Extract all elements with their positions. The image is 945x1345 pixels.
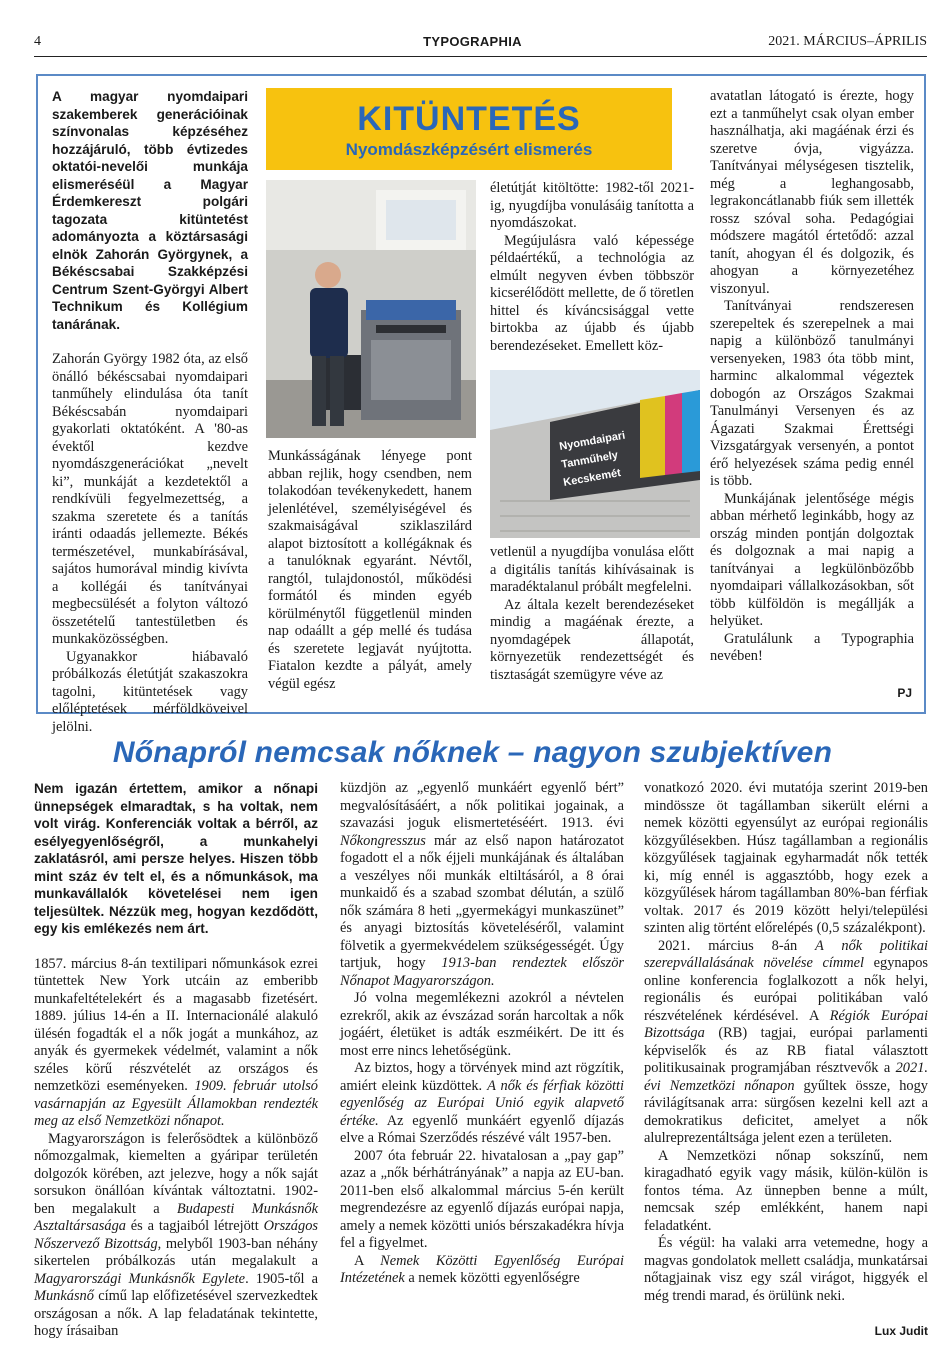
award-paragraph: Zahorán György 1982 óta, az első önálló békéscsabai nyomdaipari tanműhely elindulása óta tanít Békéscsabán nyomdaipari gyakorlati oktatóként. A '80-as évektől kezdve nyomdászgenerációkat „nevelt ki”, munkáját a kezdetektől a rendkívüli fegyelmezettség, a szakma szeretete és a tanítás iránti odaadás jellemezte. Békés természetével, munkabírásával, sajátos humorával mindig kivívta a kollégái és tanítványai megbecsülését a folyton változó összetételű tantestületben és munkaközösségben. — [52, 351, 248, 647]
award-paragraph: vetlenül a nyugdíjba vonulása előtt a digitális tanítás kihívásainak is maradéktalanul próbált megfelelni. — [490, 544, 694, 595]
award-column-1 — [52, 88, 248, 736]
award-paragraph: Az általa kezelt berendezéseket mindig a magáénak érezte, a nyomdagépek állapotát, környezetük rendezettségét és tisztaságát szemügyre véve az — [490, 596, 694, 683]
building-sign-illustration — [490, 370, 700, 538]
womens-day-paragraph: A Nemzetközi nőnap sokszínű, nem kiragadható egyik vagy másik, külön-külön is fontos téma. Az ünnepben benne a múlt, nemcsak szép emlékként, hanem napi feladatként. — [644, 1147, 928, 1234]
award-paragraph: avatatlan látogató is érezte, hogy ezt a tanműhelyt csak olyan ember használhatja, aki magáénak érzi és szeretve óvja, vigyázza. Tanítványai mélységesen tisztelik, még a leghangosabb, legrakoncátlanabb fiúk sem illették rossz szóval soha. Pedagógiai módszere magától értetődő: azzal tanít, ahogyan él és dolgozik, és ahogyan a környezetéhez viszonyul. — [710, 88, 914, 297]
award-paragraph: Ugyanakkor hiábavaló próbálkozás életútját szakaszokra tagolni, kitüntetések vagy előléptetések mérföldköveivel jelölni. — [52, 648, 248, 735]
award-paragraph: Gratulálunk a Typographia nevében! — [710, 630, 914, 664]
womens-day-paragraph: És végül: ha valaki arra vetemedne, hogy a magvas gondolatok mellett családja, munkatársai nőtagjainak visz egy szál virágot, higgyék el még trendi marad, és örülünk neki. — [644, 1235, 928, 1304]
womens-day-column-3 — [644, 780, 928, 1305]
header-rule — [34, 56, 927, 57]
banner-title: KITÜNTETÉS — [357, 100, 581, 138]
award-banner — [266, 88, 672, 170]
womens-day-paragraph: 1857. március 8-án textilipari nőmunkások ezrei tüntettek New York utcáin az emberibb munkafeltételekért és a magasabb fizetésért. 1889. július 14-én a II. Internacionálé alakuló ülésén fogadták el a nők jogát a munkához, az anyák és gyermekek védelmét, valamint a nők széles körű részvételét az országos és nemzetközi eseményeken. 1909. február utolsó vasárnapján az Egyesült Államokban rendezték meg az első Nemzetközi nőnapot. — [34, 955, 318, 1129]
womens-day-paragraph: 2007 óta február 22. hivatalosan a „pay gap” azaz a „nők bérhátrányának” a napja az EU-ban. 2011-ben első alkalommal március 5-én került megrendezésre az egyenlő díjazás európai napja, amely a nemek közötti uniós bérszakadékra hívja fel a figyelmet. — [340, 1147, 624, 1251]
womens-day-paragraph: Magyarországon is felerősödtek a különböző nőmozgalmak, kiemelten a gyáripar területén dolgozók körében, azt jelezve, hogy a nők saját sorsukon önállóan kívántak változtatni. 1902-ben megalakult a Budapesti Munkásnők Asztaltársasága és a tagjaiból létrejött Országos Nőszervező Bizottság, melyből 1903-ban néhány sikertelen próbálkozás után megalakult a Magyarországi Munkásnők Egylete. 1905-től a Munkásnő című lap előfizetésével szervezkedtek országosan a nők. A lap feladatának tekintette, hogy írásaiban — [34, 1130, 319, 1339]
award-paragraph: Megújulásra való képessége példaértékű, a technológia az elmúlt negyven évben többször kicserélődött mellette, de ő töretlen hittel és kíváncsisággal vette birtokba az újabb és újabb berendezéseket. Emellett köz- — [490, 232, 694, 354]
womens-day-paragraph: vonatkozó 2020. évi mutatója szerint 2019-ben mindössze öt tagállamban sikerült elérni a nemek közötti egyensúlyt az európai regionális közgyűlésekben. Húsz tagállamban a regionális közgyűlések tagjainak egyharmadát nők tették ki, míg ennél is aggasztóbb, hogy ezek a közgyűlések három tagállamban 80%-ban férfiak voltak. 2017 és 2019 között helyi/települési szinten alig történt előrelépés (0,5 százalékpont). — [644, 780, 928, 936]
award-column-2 — [268, 448, 472, 693]
award-paragraph: Munkásságának lényege pont abban rejlik, hogy csendben, nem tolakodóan tevékenykedett, hanem jelenlétével, személyiségével és szakmaiságával sziklaszilárd alapot biztosított a kollégáknak és a tanulóknak egyaránt. Névtől, rangtól, tulajdonostól, működési formától és minden egyéb körülménytől függetlenül minden nap odaállt a gép mellé és tudása és szeretete legjavát nyújtotta. Fiatalon kezdte a pályát, amely végül egész — [268, 448, 472, 692]
school-building-photo — [490, 370, 700, 538]
publication-title: TYPOGRAPHIA — [423, 34, 522, 49]
womens-day-lead: Nem igazán értettem, amikor a nőnapi ünnepségek elmaradtak, s ha voltak, nem volt virág. Konferenciák voltak a bérről, az esélyegyenlőségről, a munkahelyi zaklatásról, ami persze helyes. Hiszen több mint száz év telt el, és a nőmunkások, ma munkavállalók követelései nem igen teljesültek. Nézzük meg, hogyan kezdődött, egy kis emlékezés nem árt. — [34, 781, 318, 936]
issue-date: 2021. MÁRCIUS–ÁPRILIS — [768, 34, 927, 49]
award-paragraph: Tanítványai rendszeresen szerepeltek és szerepelnek a mai napig a különböző tanulmányi versenyeken, 1983 óta több mint, harminc alkalommal végeztek dobogón az Országos Szakmai Tanulmányi Versenyen és az Ágazati Szakmai Érettségi Vizsgatárgyak versenyén, a pontot érő helyezések száma pedig ennél is több. — [710, 298, 914, 489]
womens-day-paragraph: Jó volna megemlékezni azokról a névtelen ezrekről, akik az évszázad során harcoltak a nők jogáért, életüket is adták eszméikért. De itt és most erre nincs lehetőségünk. — [340, 990, 624, 1059]
award-paragraph: Munkájának jelentősége mégis abban mérhető leginkább, hogy az ország minden pontján dolgoztak és dolgoznak a mai napig a tanítványai a legkülönbözőbb nyomdaipari vállalkozásokban, sőt több külföldön is megállják a helyüket. — [710, 490, 914, 629]
womens-day-paragraph: A Nemek Közötti Egyenlőség Európai Intézetének a nemek közötti egyenlőségre — [340, 1252, 624, 1286]
award-column-3-continued — [490, 544, 694, 684]
printing-workshop-illustration — [266, 180, 476, 438]
award-lead: A magyar nyomdaipari szakemberek generációinak színvonalas képzéséhez hozzájáruló, több évtizedes oktatói-nevelői munkája elismeréséül a Magyar Érdemkereszt polgári tagozata kitüntetést adományozta a köztársasági elnök Zahorán Györgynek, a Békéscsabai Szakképzési Centrum Szent-Györgyi Albert Technikum és Kollégium tanárának. — [52, 89, 248, 332]
award-paragraph: életútját kitöltötte: 1982-től 2021-ig, nyugdíjba vonulásáig tanította a nyomdászokat. — [490, 180, 694, 231]
womens-day-paragraph: küzdjön az „egyenlő munkáért egyenlő bért” megvalósításáért, a nők politikai jogainak, a szavazási joguk elismertetéséért. 1913. évi Nőkongresszus már az első napon határozatot fogadott el a nők éjjeli munkájának és általában a veszélyes női munkák eltiltásáról, a 8 órai munkaidő és a szabad szombat délután, a szülő nők számára 8 heti „gyermekágyi munkaszünet” és anyagi biztosítás követeléséről, valamint fölvetik a gyermekvédelem szükségességét. Úgy tartjuk, hogy 1913-ban rendeztek először Nőnapot Magyarországon. — [340, 780, 624, 989]
banner-subtitle: Nyomdászképzésért elismerés — [345, 140, 593, 159]
teacher-with-press-photo — [266, 180, 476, 438]
page-number: 4 — [34, 34, 41, 49]
award-column-4 — [710, 88, 914, 666]
womens-day-headline: Nőnapról nemcsak nőknek – nagyon szubjektíven — [112, 736, 833, 769]
award-column-3 — [490, 180, 694, 355]
womens-day-paragraph: 2021. március 8-án A nők politikai szerepvállalásának növelése címmel egynapos online konferencia foglalkozott a nők helyi, regionális és európai politikában való részvételének kérdésével. A Régiók Európai Bizottsága (RB) tagjai, európai parlamenti képviselők és az RB fiatal választott politikusainak programjában résztvevők a 2021. évi Nemzetközi nőnapon gyűltek össze, hogy rávilágítsanak arra: sürgősen kezelni kell azt a demokratikus deficitet, amelyet a nők alulreprezentáltsága jelent ezen a területen. — [644, 937, 929, 1146]
womens-day-paragraph: Az biztos, hogy a törvények mind azt rögzítik, amiért eleink küzdöttek. A nők és férfiak közötti egyenlőség az Európai Unió egyik alapvető értéke. Az egyenlő munkáért egyenlő díjazás elve a Római Szerződés részévé vált 1957-ben. — [340, 1060, 625, 1146]
womens-day-column-2 — [340, 780, 624, 1288]
svg-text:Tanműhely: Tanműhely — [560, 449, 619, 471]
svg-text:Kecskemét: Kecskemét — [562, 467, 622, 489]
svg-text:Nyomdaipari: Nyomdaipari — [558, 429, 627, 453]
author-byline: Lux Judit — [874, 1324, 928, 1338]
award-signature: PJ — [897, 686, 912, 700]
womens-day-column-1 — [34, 780, 318, 1341]
